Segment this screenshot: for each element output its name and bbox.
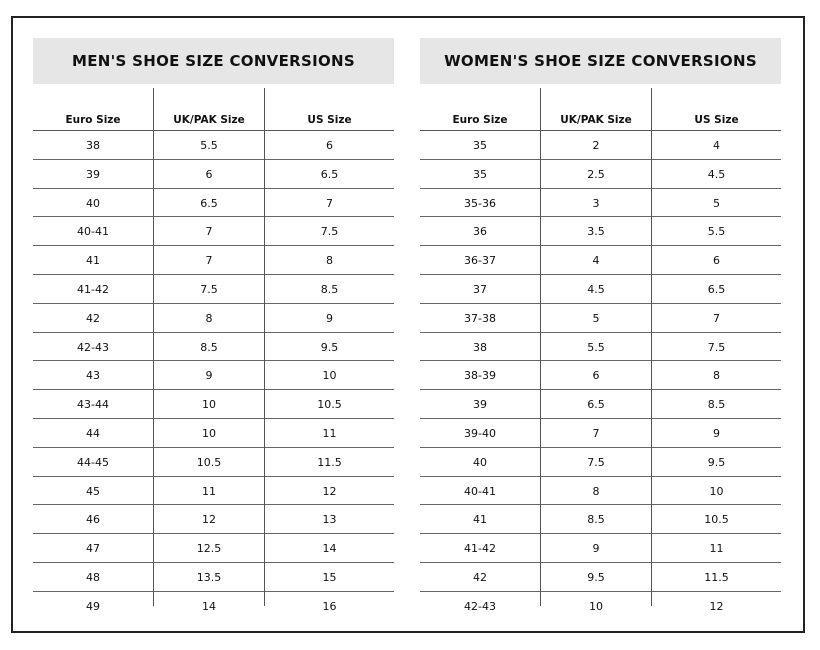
us-size-cell: 9	[713, 426, 720, 440]
uk-pak-size-cell: 10	[202, 426, 216, 440]
table-row	[420, 275, 781, 304]
euro-size-cell: 37-38	[464, 311, 496, 325]
women-title-banner: WOMEN'S SHOE SIZE CONVERSIONS	[420, 38, 781, 84]
uk-pak-size-cell: 11	[202, 484, 216, 498]
euro-size-cell: 40-41	[77, 225, 109, 239]
table-row	[420, 563, 781, 592]
uk-pak-size-cell: 7	[592, 426, 600, 440]
table-row	[420, 160, 781, 189]
uk-pak-size-cell: 12.5	[196, 542, 222, 556]
women-table-body	[420, 131, 781, 620]
table-row	[33, 592, 394, 620]
table-row	[420, 217, 781, 246]
uk-pak-size-cell: 7.5	[587, 455, 605, 469]
uk-pak-size-cell: 10	[589, 599, 603, 613]
table-row	[33, 217, 394, 246]
men-title-banner: MEN'S SHOE SIZE CONVERSIONS	[33, 38, 394, 84]
uk-pak-size-cell: 8	[205, 311, 213, 325]
table-row	[33, 304, 394, 333]
us-size-cell: 8	[326, 254, 333, 268]
euro-size-cell: 38-39	[464, 369, 496, 383]
table-row	[420, 477, 781, 506]
us-size-cell: 9.5	[320, 340, 339, 354]
table-row	[33, 160, 394, 189]
men-header-uk-pak: UK/PAK Size	[173, 114, 245, 126]
table-row	[33, 275, 394, 304]
euro-size-cell: 41-42	[77, 282, 109, 296]
euro-size-cell: 42	[86, 311, 100, 325]
uk-pak-size-cell: 4.5	[587, 282, 605, 296]
euro-size-cell: 47	[86, 542, 100, 556]
uk-pak-size-cell: 2	[592, 139, 600, 152]
us-size-cell: 7	[713, 311, 720, 325]
euro-size-cell: 39	[86, 167, 100, 181]
table-row	[33, 131, 394, 160]
table-row	[33, 390, 394, 419]
us-size-cell: 10.5	[317, 398, 342, 412]
table-row	[33, 505, 394, 534]
men-column-divider-1	[153, 88, 154, 606]
euro-size-cell: 38	[86, 139, 100, 152]
us-size-cell: 13	[322, 513, 337, 527]
us-size-cell: 8.5	[707, 398, 726, 412]
table-row	[420, 189, 781, 218]
us-size-cell: 11	[322, 426, 337, 440]
us-size-cell: 7.5	[320, 225, 339, 239]
uk-pak-size-cell: 6	[592, 369, 600, 383]
men-size-table	[33, 88, 394, 620]
men-column-divider-2	[264, 88, 265, 606]
men-header-us: US Size	[307, 114, 352, 126]
euro-size-cell: 43	[86, 369, 100, 383]
euro-size-cell: 40	[473, 455, 487, 469]
uk-pak-size-cell: 7	[205, 254, 213, 268]
table-row	[420, 419, 781, 448]
us-size-cell: 4	[713, 139, 720, 152]
table-row	[420, 390, 781, 419]
euro-size-cell: 46	[86, 513, 100, 527]
euro-size-cell: 44-45	[77, 455, 109, 469]
uk-pak-size-cell: 5.5	[200, 139, 218, 152]
euro-size-cell: 39	[473, 398, 487, 412]
table-row	[420, 505, 781, 534]
uk-pak-size-cell: 3	[592, 196, 600, 210]
us-size-cell: 7.5	[707, 340, 726, 354]
table-row	[33, 534, 394, 563]
us-size-cell: 11	[709, 542, 724, 556]
euro-size-cell: 43-44	[77, 398, 109, 412]
euro-size-cell: 41-42	[464, 542, 496, 556]
table-row	[420, 304, 781, 333]
table-row	[33, 477, 394, 506]
women-size-table	[420, 88, 781, 620]
table-row	[33, 361, 394, 390]
euro-size-cell: 37	[473, 282, 487, 296]
us-size-cell: 10	[709, 484, 724, 498]
table-row	[420, 592, 781, 620]
us-size-cell: 8.5	[320, 282, 339, 296]
us-size-cell: 12	[322, 484, 337, 498]
euro-size-cell: 42-43	[464, 599, 496, 613]
uk-pak-size-cell: 5	[592, 311, 600, 325]
women-table-header	[420, 88, 781, 131]
euro-size-cell: 48	[86, 570, 100, 584]
table-row	[33, 333, 394, 362]
us-size-cell: 9	[326, 311, 333, 325]
women-header-euro: Euro Size	[452, 114, 508, 126]
us-size-cell: 14	[322, 542, 337, 556]
us-size-cell: 12	[709, 599, 724, 613]
euro-size-cell: 49	[86, 599, 100, 613]
us-size-cell: 6.5	[707, 282, 726, 296]
men-table-body	[33, 131, 394, 620]
us-size-cell: 9.5	[707, 455, 726, 469]
table-row	[420, 246, 781, 275]
euro-size-cell: 36	[473, 225, 487, 239]
us-size-cell: 6	[713, 254, 720, 268]
table-row	[33, 448, 394, 477]
uk-pak-size-cell: 6.5	[200, 196, 218, 210]
men-table-header	[33, 88, 394, 131]
us-size-cell: 11.5	[317, 455, 342, 469]
us-size-cell: 6.5	[320, 167, 339, 181]
uk-pak-size-cell: 9	[592, 542, 600, 556]
women-column-divider-1	[540, 88, 541, 606]
uk-pak-size-cell: 9.5	[587, 570, 605, 584]
uk-pak-size-cell: 6	[205, 167, 213, 181]
uk-pak-size-cell: 6.5	[587, 398, 605, 412]
euro-size-cell: 39-40	[464, 426, 496, 440]
euro-size-cell: 35	[473, 139, 487, 152]
table-row	[420, 361, 781, 390]
us-size-cell: 15	[322, 570, 337, 584]
euro-size-cell: 35	[473, 167, 487, 181]
euro-size-cell: 42-43	[77, 340, 109, 354]
uk-pak-size-cell: 9	[205, 369, 213, 383]
women-column-divider-2	[651, 88, 652, 606]
uk-pak-size-cell: 12	[202, 513, 216, 527]
euro-size-cell: 41	[86, 254, 100, 268]
us-size-cell: 16	[322, 599, 337, 613]
women-size-panel	[420, 38, 781, 613]
us-size-cell: 10	[322, 369, 337, 383]
us-size-cell: 4.5	[707, 167, 726, 181]
uk-pak-size-cell: 4	[592, 254, 600, 268]
women-header-uk-pak: UK/PAK Size	[560, 114, 632, 126]
men-header-euro: Euro Size	[65, 114, 121, 126]
uk-pak-size-cell: 8.5	[587, 513, 605, 527]
uk-pak-size-cell: 5.5	[587, 340, 605, 354]
us-size-cell: 8	[713, 369, 720, 383]
uk-pak-size-cell: 3.5	[587, 225, 605, 239]
us-size-cell: 10.5	[704, 513, 729, 527]
table-row	[420, 534, 781, 563]
uk-pak-size-cell: 7	[205, 225, 213, 239]
table-row	[420, 448, 781, 477]
euro-size-cell: 45	[86, 484, 100, 498]
euro-size-cell: 35-36	[464, 196, 496, 210]
table-row	[420, 333, 781, 362]
table-row	[33, 419, 394, 448]
table-row	[33, 189, 394, 218]
euro-size-cell: 38	[473, 340, 487, 354]
euro-size-cell: 40	[86, 196, 100, 210]
us-size-cell: 7	[326, 196, 333, 210]
uk-pak-size-cell: 8.5	[200, 340, 218, 354]
euro-size-cell: 41	[473, 513, 487, 527]
us-size-cell: 5	[713, 196, 720, 210]
table-row	[420, 131, 781, 160]
table-row	[33, 246, 394, 275]
euro-size-cell: 40-41	[464, 484, 496, 498]
uk-pak-size-cell: 2.5	[587, 167, 605, 181]
euro-size-cell: 36-37	[464, 254, 496, 268]
us-size-cell: 5.5	[707, 225, 726, 239]
uk-pak-size-cell: 10	[202, 398, 216, 412]
euro-size-cell: 44	[86, 426, 100, 440]
uk-pak-size-cell: 14	[202, 599, 216, 613]
women-header-us: US Size	[694, 114, 739, 126]
us-size-cell: 11.5	[704, 570, 729, 584]
table-row	[33, 563, 394, 592]
uk-pak-size-cell: 7.5	[200, 282, 218, 296]
men-size-panel	[33, 38, 394, 613]
uk-pak-size-cell: 10.5	[196, 455, 222, 469]
euro-size-cell: 42	[473, 570, 487, 584]
us-size-cell: 6	[326, 139, 333, 152]
uk-pak-size-cell: 8	[592, 484, 600, 498]
uk-pak-size-cell: 13.5	[196, 570, 222, 584]
